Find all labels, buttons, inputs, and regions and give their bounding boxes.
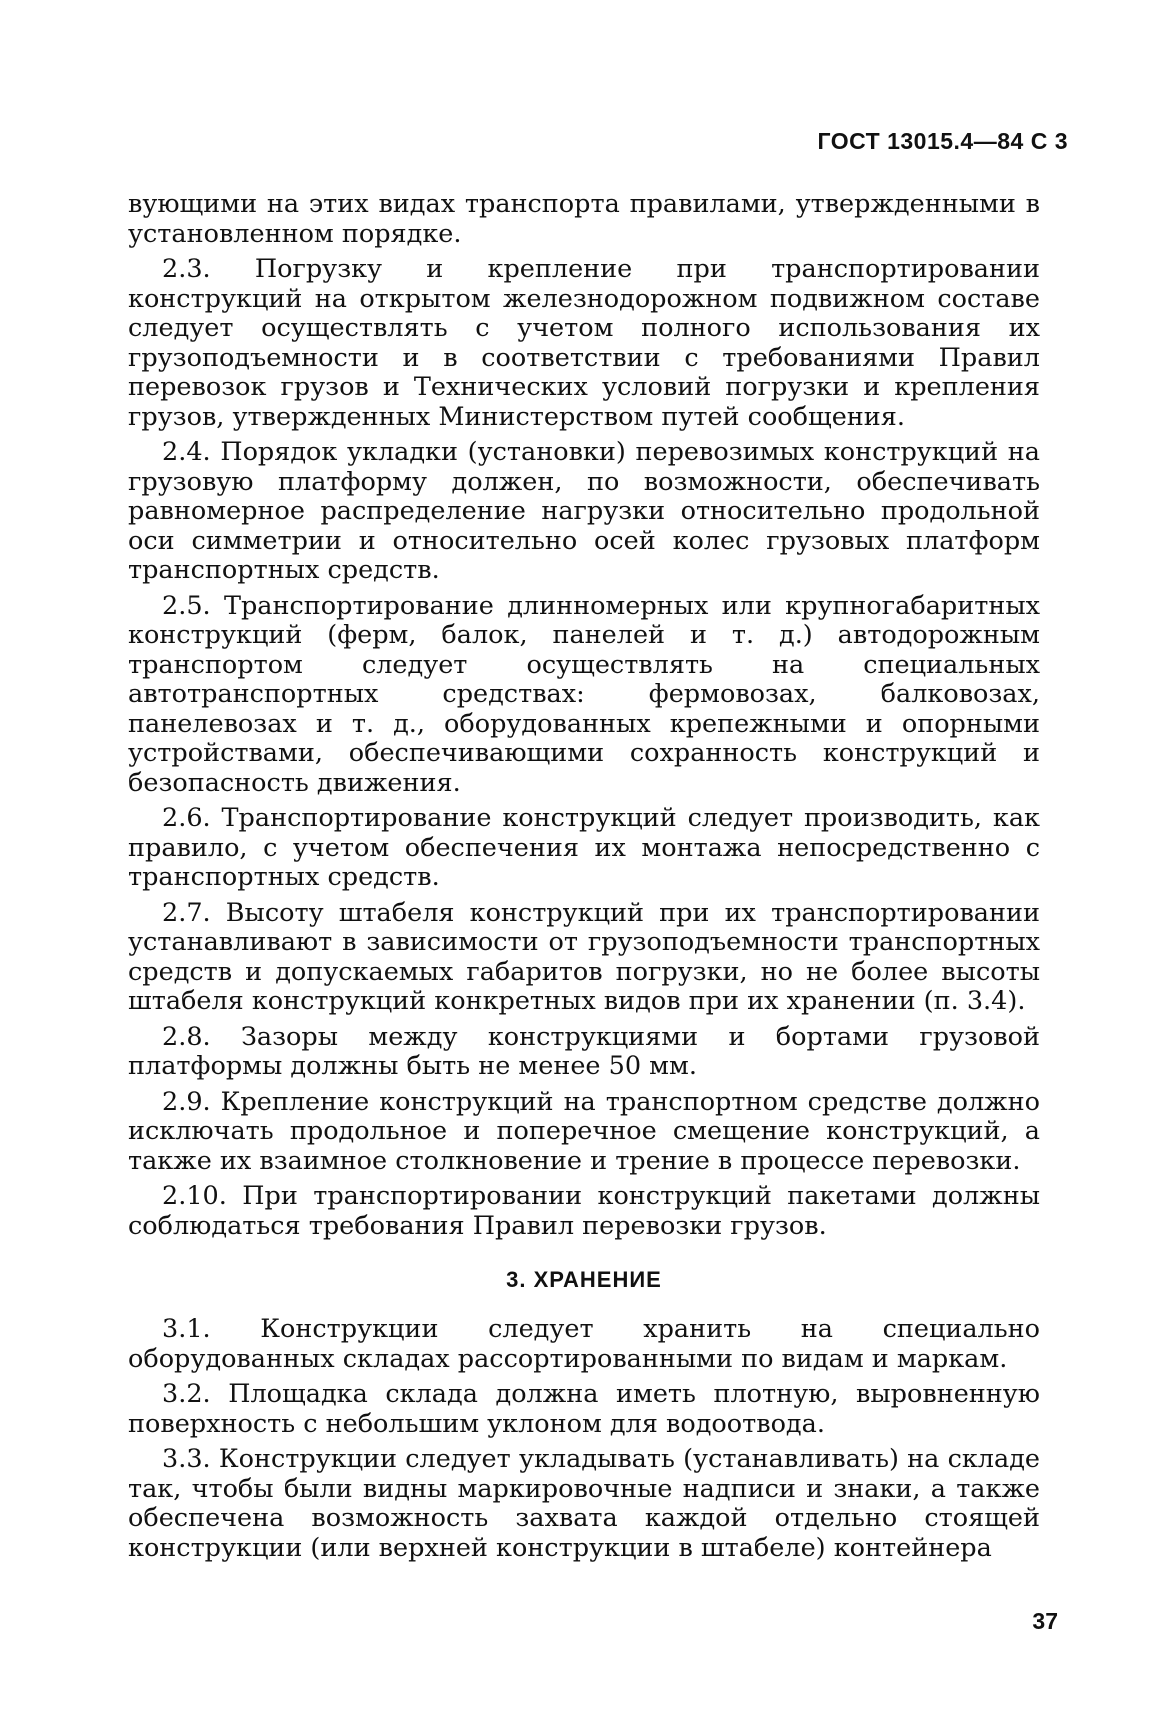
- page-number: 37: [1032, 1608, 1058, 1634]
- paragraph-2-8: 2.8. Зазоры между конструкциями и бортами грузовой платформы должны быть не менее 50 мм.: [128, 1021, 1040, 1081]
- paragraph-2-7: 2.7. Высоту штабеля конструкций при их транспортировании устанавливают в зависимости от грузоподъемности транспортных средств и допускаемых габаритов погрузки, но не более высоты штабеля конструкций конкретных видов при их хранении (п. 3.4).: [128, 897, 1040, 1016]
- paragraph-2-10: 2.10. При транспортировании конструкций пакетами должны соблюдаться требования Правил перевозки грузов.: [128, 1181, 1040, 1241]
- paragraph-3-3: 3.3. Конструкции следует укладывать (устанавливать) на складе так, чтобы были видны маркировочные надписи и знаки, а также обеспечена возможность захвата каждой отдельно стоящей конструкции (или верхней конструкции в штабеле) контейнера: [128, 1444, 1040, 1563]
- paragraph-2-9: 2.9. Крепление конструкций на транспортном средстве должно исключать продольное и поперечное смещение конструкций, а также их взаимное столкновение и трение в процессе перевозки.: [128, 1086, 1040, 1176]
- page-header-standard: ГОСТ 13015.4—84 С 3: [817, 128, 1068, 154]
- document-body: [128, 190, 1040, 1569]
- paragraph-2-4: 2.4. Порядок укладки (установки) перевозимых конструкций на грузовую платформу должен, по возможности, обеспечивать равномерное распределение нагрузки относительно продольной оси симметрии и относительно осей колес грузовых платформ транспортных средств.: [128, 437, 1040, 585]
- paragraph-3-1: 3.1. Конструкции следует хранить на специально оборудованных складах рассортированными по видам и маркам.: [128, 1314, 1040, 1374]
- paragraph-2-6: 2.6. Транспортирование конструкций следует производить, как правило, с учетом обеспечения их монтажа непосредственно с транспортных средств.: [128, 803, 1040, 892]
- paragraph-continued: вующими на этих видах транспорта правилами, утвержденными в установленном порядке.: [128, 189, 1040, 249]
- section-title-storage: 3. ХРАНЕНИЕ: [506, 1267, 662, 1292]
- paragraph-2-3: 2.3. Погрузку и крепление при транспортировании конструкций на открытом железнодорожном подвижном составе следует осуществлять с учетом полного использования их грузоподъемности и в соответствии с требованиями Правил перевозок грузов и Технических условий погрузки и крепления грузов, утвержденных Министерством путей сообщения.: [128, 254, 1040, 432]
- paragraph-3-2: 3.2. Площадка склада должна иметь плотную, выровненную поверхность с небольшим уклоном для водоотвода.: [128, 1379, 1040, 1439]
- paragraph-2-5: 2.5. Транспортирование длинномерных или крупногабаритных конструкций (ферм, балок, панелей и т. д.) автодорожным транспортом следует осуществлять на специальных автотранспортных средствах: фермовозах, балковозах, панелевозах и т. д., оборудованных крепежными и опорными устройствами, обеспечивающими сохранность конструкций и безопасность движения.: [128, 590, 1040, 798]
